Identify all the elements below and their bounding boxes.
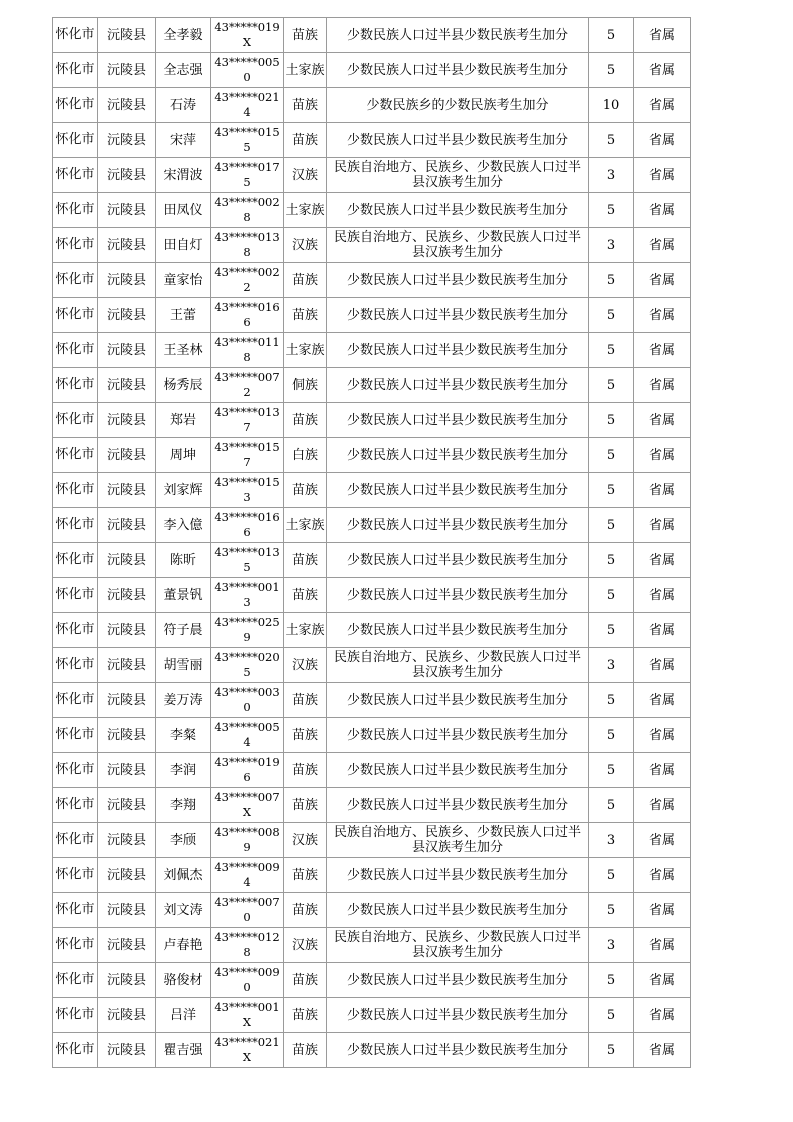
level-cell: 省属 bbox=[634, 158, 691, 193]
bonus-reason-cell: 少数民族人口过半县少数民族考生加分 bbox=[327, 298, 589, 333]
county-cell: 沅陵县 bbox=[98, 613, 156, 648]
name-cell: 刘家辉 bbox=[156, 473, 211, 508]
bonus-reason-cell: 少数民族人口过半县少数民族考生加分 bbox=[327, 858, 589, 893]
bonus-reason-cell: 少数民族人口过半县少数民族考生加分 bbox=[327, 53, 589, 88]
county-cell: 沅陵县 bbox=[98, 648, 156, 683]
table-row bbox=[53, 228, 691, 263]
bonus-reason-cell: 民族自治地方、民族乡、少数民族人口过半县汉族考生加分 bbox=[327, 928, 589, 963]
county-cell: 沅陵县 bbox=[98, 53, 156, 88]
city-cell: 怀化市 bbox=[53, 368, 98, 403]
bonus-reason-cell: 少数民族人口过半县少数民族考生加分 bbox=[327, 473, 589, 508]
name-cell: 瞿吉强 bbox=[156, 1033, 211, 1068]
bonus-reason-cell: 少数民族人口过半县少数民族考生加分 bbox=[327, 578, 589, 613]
county-cell: 沅陵县 bbox=[98, 543, 156, 578]
name-cell: 胡雪丽 bbox=[156, 648, 211, 683]
bonus-points-cell: 5 bbox=[589, 893, 634, 928]
bonus-points-cell: 5 bbox=[589, 963, 634, 998]
level-cell: 省属 bbox=[634, 998, 691, 1033]
bonus-points-cell: 5 bbox=[589, 683, 634, 718]
ethnicity-cell: 苗族 bbox=[284, 683, 327, 718]
bonus-reason-cell: 少数民族人口过半县少数民族考生加分 bbox=[327, 963, 589, 998]
county-cell: 沅陵县 bbox=[98, 333, 156, 368]
table-row bbox=[53, 263, 691, 298]
level-cell: 省属 bbox=[634, 438, 691, 473]
name-cell: 宋萍 bbox=[156, 123, 211, 158]
bonus-reason-cell: 少数民族乡的少数民族考生加分 bbox=[327, 88, 589, 123]
name-cell: 董景钒 bbox=[156, 578, 211, 613]
table-row bbox=[53, 998, 691, 1033]
bonus-reason-cell: 少数民族人口过半县少数民族考生加分 bbox=[327, 543, 589, 578]
county-cell: 沅陵县 bbox=[98, 263, 156, 298]
county-cell: 沅陵县 bbox=[98, 158, 156, 193]
bonus-reason-cell: 少数民族人口过半县少数民族考生加分 bbox=[327, 753, 589, 788]
city-cell: 怀化市 bbox=[53, 158, 98, 193]
county-cell: 沅陵县 bbox=[98, 753, 156, 788]
name-cell: 杨秀辰 bbox=[156, 368, 211, 403]
table-body bbox=[53, 18, 691, 1068]
name-cell: 田自灯 bbox=[156, 228, 211, 263]
table-row bbox=[53, 508, 691, 543]
table-row bbox=[53, 823, 691, 858]
ethnicity-cell: 苗族 bbox=[284, 893, 327, 928]
city-cell: 怀化市 bbox=[53, 508, 98, 543]
county-cell: 沅陵县 bbox=[98, 368, 156, 403]
bonus-reason-cell: 少数民族人口过半县少数民族考生加分 bbox=[327, 508, 589, 543]
name-cell: 宋渭波 bbox=[156, 158, 211, 193]
ethnicity-cell: 土家族 bbox=[284, 333, 327, 368]
id-number-cell: 43*****0155 bbox=[211, 123, 284, 158]
level-cell: 省属 bbox=[634, 963, 691, 998]
county-cell: 沅陵县 bbox=[98, 578, 156, 613]
bonus-points-cell: 3 bbox=[589, 648, 634, 683]
level-cell: 省属 bbox=[634, 403, 691, 438]
level-cell: 省属 bbox=[634, 53, 691, 88]
county-cell: 沅陵县 bbox=[98, 193, 156, 228]
level-cell: 省属 bbox=[634, 753, 691, 788]
bonus-points-cell: 10 bbox=[589, 88, 634, 123]
table-row bbox=[53, 333, 691, 368]
bonus-reason-cell: 少数民族人口过半县少数民族考生加分 bbox=[327, 438, 589, 473]
id-number-cell: 43*****0013 bbox=[211, 578, 284, 613]
table-row bbox=[53, 753, 691, 788]
name-cell: 吕洋 bbox=[156, 998, 211, 1033]
id-number-cell: 43*****0070 bbox=[211, 893, 284, 928]
ethnicity-cell: 苗族 bbox=[284, 753, 327, 788]
bonus-points-cell: 5 bbox=[589, 298, 634, 333]
table-row bbox=[53, 858, 691, 893]
id-number-cell: 43*****0094 bbox=[211, 858, 284, 893]
table-row bbox=[53, 88, 691, 123]
name-cell: 符子晨 bbox=[156, 613, 211, 648]
table-row bbox=[53, 683, 691, 718]
city-cell: 怀化市 bbox=[53, 928, 98, 963]
city-cell: 怀化市 bbox=[53, 683, 98, 718]
id-number-cell: 43*****0175 bbox=[211, 158, 284, 193]
name-cell: 王蕾 bbox=[156, 298, 211, 333]
ethnicity-cell: 苗族 bbox=[284, 298, 327, 333]
level-cell: 省属 bbox=[634, 18, 691, 53]
bonus-reason-cell: 少数民族人口过半县少数民族考生加分 bbox=[327, 123, 589, 158]
bonus-points-cell: 5 bbox=[589, 508, 634, 543]
bonus-reason-cell: 民族自治地方、民族乡、少数民族人口过半县汉族考生加分 bbox=[327, 158, 589, 193]
level-cell: 省属 bbox=[634, 473, 691, 508]
table-row bbox=[53, 578, 691, 613]
city-cell: 怀化市 bbox=[53, 123, 98, 158]
bonus-reason-cell: 民族自治地方、民族乡、少数民族人口过半县汉族考生加分 bbox=[327, 648, 589, 683]
id-number-cell: 43*****0166 bbox=[211, 298, 284, 333]
id-number-cell: 43*****0259 bbox=[211, 613, 284, 648]
bonus-reason-cell: 民族自治地方、民族乡、少数民族人口过半县汉族考生加分 bbox=[327, 823, 589, 858]
level-cell: 省属 bbox=[634, 788, 691, 823]
bonus-reason-cell: 民族自治地方、民族乡、少数民族人口过半县汉族考生加分 bbox=[327, 228, 589, 263]
level-cell: 省属 bbox=[634, 263, 691, 298]
bonus-points-cell: 5 bbox=[589, 753, 634, 788]
table-row bbox=[53, 788, 691, 823]
id-number-cell: 43*****0196 bbox=[211, 753, 284, 788]
bonus-reason-cell: 少数民族人口过半县少数民族考生加分 bbox=[327, 1033, 589, 1068]
bonus-points-cell: 3 bbox=[589, 228, 634, 263]
name-cell: 周坤 bbox=[156, 438, 211, 473]
bonus-points-cell: 5 bbox=[589, 578, 634, 613]
city-cell: 怀化市 bbox=[53, 333, 98, 368]
name-cell: 骆俊材 bbox=[156, 963, 211, 998]
bonus-points-cell: 3 bbox=[589, 928, 634, 963]
bonus-reason-cell: 少数民族人口过半县少数民族考生加分 bbox=[327, 403, 589, 438]
city-cell: 怀化市 bbox=[53, 858, 98, 893]
level-cell: 省属 bbox=[634, 613, 691, 648]
id-number-cell: 43*****0138 bbox=[211, 228, 284, 263]
table-row bbox=[53, 403, 691, 438]
level-cell: 省属 bbox=[634, 683, 691, 718]
name-cell: 石涛 bbox=[156, 88, 211, 123]
ethnicity-cell: 苗族 bbox=[284, 473, 327, 508]
bonus-points-cell: 5 bbox=[589, 473, 634, 508]
id-number-cell: 43*****0030 bbox=[211, 683, 284, 718]
id-number-cell: 43*****0054 bbox=[211, 718, 284, 753]
name-cell: 王圣林 bbox=[156, 333, 211, 368]
level-cell: 省属 bbox=[634, 333, 691, 368]
bonus-points-cell: 5 bbox=[589, 1033, 634, 1068]
county-cell: 沅陵县 bbox=[98, 893, 156, 928]
city-cell: 怀化市 bbox=[53, 88, 98, 123]
city-cell: 怀化市 bbox=[53, 543, 98, 578]
bonus-points-cell: 5 bbox=[589, 438, 634, 473]
table-row bbox=[53, 613, 691, 648]
bonus-reason-cell: 少数民族人口过半县少数民族考生加分 bbox=[327, 683, 589, 718]
level-cell: 省属 bbox=[634, 298, 691, 333]
bonus-reason-cell: 少数民族人口过半县少数民族考生加分 bbox=[327, 893, 589, 928]
id-number-cell: 43*****019X bbox=[211, 18, 284, 53]
county-cell: 沅陵县 bbox=[98, 403, 156, 438]
county-cell: 沅陵县 bbox=[98, 228, 156, 263]
city-cell: 怀化市 bbox=[53, 438, 98, 473]
bonus-reason-cell: 少数民族人口过半县少数民族考生加分 bbox=[327, 613, 589, 648]
level-cell: 省属 bbox=[634, 648, 691, 683]
city-cell: 怀化市 bbox=[53, 963, 98, 998]
id-number-cell: 43*****0166 bbox=[211, 508, 284, 543]
table-row bbox=[53, 193, 691, 228]
county-cell: 沅陵县 bbox=[98, 858, 156, 893]
ethnicity-cell: 汉族 bbox=[284, 158, 327, 193]
id-number-cell: 43*****0028 bbox=[211, 193, 284, 228]
city-cell: 怀化市 bbox=[53, 613, 98, 648]
name-cell: 李入億 bbox=[156, 508, 211, 543]
table-row bbox=[53, 648, 691, 683]
ethnicity-cell: 白族 bbox=[284, 438, 327, 473]
level-cell: 省属 bbox=[634, 368, 691, 403]
bonus-points-cell: 5 bbox=[589, 613, 634, 648]
name-cell: 李翔 bbox=[156, 788, 211, 823]
bonus-points-cell: 5 bbox=[589, 368, 634, 403]
ethnicity-cell: 苗族 bbox=[284, 578, 327, 613]
bonus-points-table bbox=[52, 17, 691, 1068]
city-cell: 怀化市 bbox=[53, 718, 98, 753]
ethnicity-cell: 苗族 bbox=[284, 88, 327, 123]
id-number-cell: 43*****0022 bbox=[211, 263, 284, 298]
bonus-points-cell: 5 bbox=[589, 123, 634, 158]
name-cell: 刘文涛 bbox=[156, 893, 211, 928]
county-cell: 沅陵县 bbox=[98, 508, 156, 543]
county-cell: 沅陵县 bbox=[98, 823, 156, 858]
bonus-points-cell: 3 bbox=[589, 158, 634, 193]
table-row bbox=[53, 438, 691, 473]
id-number-cell: 43*****0135 bbox=[211, 543, 284, 578]
table-row bbox=[53, 123, 691, 158]
bonus-points-cell: 5 bbox=[589, 788, 634, 823]
id-number-cell: 43*****0128 bbox=[211, 928, 284, 963]
ethnicity-cell: 土家族 bbox=[284, 193, 327, 228]
ethnicity-cell: 苗族 bbox=[284, 18, 327, 53]
level-cell: 省属 bbox=[634, 858, 691, 893]
bonus-points-cell: 5 bbox=[589, 543, 634, 578]
bonus-points-cell: 3 bbox=[589, 823, 634, 858]
city-cell: 怀化市 bbox=[53, 893, 98, 928]
name-cell: 陈昕 bbox=[156, 543, 211, 578]
city-cell: 怀化市 bbox=[53, 473, 98, 508]
bonus-points-cell: 5 bbox=[589, 998, 634, 1033]
county-cell: 沅陵县 bbox=[98, 928, 156, 963]
bonus-points-cell: 5 bbox=[589, 718, 634, 753]
table-row bbox=[53, 158, 691, 193]
table-row bbox=[53, 298, 691, 333]
table-row bbox=[53, 1033, 691, 1068]
ethnicity-cell: 苗族 bbox=[284, 123, 327, 158]
bonus-reason-cell: 少数民族人口过半县少数民族考生加分 bbox=[327, 718, 589, 753]
city-cell: 怀化市 bbox=[53, 578, 98, 613]
table-row bbox=[53, 893, 691, 928]
level-cell: 省属 bbox=[634, 578, 691, 613]
name-cell: 李颀 bbox=[156, 823, 211, 858]
ethnicity-cell: 汉族 bbox=[284, 928, 327, 963]
id-number-cell: 43*****0072 bbox=[211, 368, 284, 403]
table-row bbox=[53, 928, 691, 963]
bonus-points-cell: 5 bbox=[589, 263, 634, 298]
bonus-reason-cell: 少数民族人口过半县少数民族考生加分 bbox=[327, 18, 589, 53]
county-cell: 沅陵县 bbox=[98, 683, 156, 718]
id-number-cell: 43*****0214 bbox=[211, 88, 284, 123]
city-cell: 怀化市 bbox=[53, 403, 98, 438]
level-cell: 省属 bbox=[634, 193, 691, 228]
ethnicity-cell: 苗族 bbox=[284, 403, 327, 438]
level-cell: 省属 bbox=[634, 718, 691, 753]
name-cell: 姜万涛 bbox=[156, 683, 211, 718]
county-cell: 沅陵县 bbox=[98, 88, 156, 123]
id-number-cell: 43*****0205 bbox=[211, 648, 284, 683]
bonus-reason-cell: 少数民族人口过半县少数民族考生加分 bbox=[327, 193, 589, 228]
id-number-cell: 43*****0153 bbox=[211, 473, 284, 508]
ethnicity-cell: 苗族 bbox=[284, 788, 327, 823]
name-cell: 卢春艳 bbox=[156, 928, 211, 963]
table-row bbox=[53, 368, 691, 403]
table-row bbox=[53, 18, 691, 53]
county-cell: 沅陵县 bbox=[98, 18, 156, 53]
name-cell: 李润 bbox=[156, 753, 211, 788]
table-row bbox=[53, 543, 691, 578]
table-row bbox=[53, 963, 691, 998]
city-cell: 怀化市 bbox=[53, 53, 98, 88]
level-cell: 省属 bbox=[634, 508, 691, 543]
name-cell: 刘佩杰 bbox=[156, 858, 211, 893]
level-cell: 省属 bbox=[634, 893, 691, 928]
name-cell: 全志强 bbox=[156, 53, 211, 88]
county-cell: 沅陵县 bbox=[98, 438, 156, 473]
level-cell: 省属 bbox=[634, 228, 691, 263]
bonus-points-cell: 5 bbox=[589, 18, 634, 53]
level-cell: 省属 bbox=[634, 543, 691, 578]
table-row bbox=[53, 53, 691, 88]
county-cell: 沅陵县 bbox=[98, 963, 156, 998]
ethnicity-cell: 苗族 bbox=[284, 1033, 327, 1068]
bonus-reason-cell: 少数民族人口过半县少数民族考生加分 bbox=[327, 333, 589, 368]
ethnicity-cell: 土家族 bbox=[284, 53, 327, 88]
ethnicity-cell: 苗族 bbox=[284, 998, 327, 1033]
table-row bbox=[53, 473, 691, 508]
id-number-cell: 43*****001X bbox=[211, 998, 284, 1033]
county-cell: 沅陵县 bbox=[98, 998, 156, 1033]
id-number-cell: 43*****021X bbox=[211, 1033, 284, 1068]
ethnicity-cell: 苗族 bbox=[284, 963, 327, 998]
level-cell: 省属 bbox=[634, 123, 691, 158]
city-cell: 怀化市 bbox=[53, 228, 98, 263]
bonus-points-cell: 5 bbox=[589, 53, 634, 88]
city-cell: 怀化市 bbox=[53, 193, 98, 228]
ethnicity-cell: 土家族 bbox=[284, 508, 327, 543]
city-cell: 怀化市 bbox=[53, 788, 98, 823]
name-cell: 全孝毅 bbox=[156, 18, 211, 53]
bonus-points-cell: 5 bbox=[589, 193, 634, 228]
name-cell: 郑岩 bbox=[156, 403, 211, 438]
county-cell: 沅陵县 bbox=[98, 298, 156, 333]
bonus-points-cell: 5 bbox=[589, 333, 634, 368]
name-cell: 田凤仪 bbox=[156, 193, 211, 228]
ethnicity-cell: 土家族 bbox=[284, 613, 327, 648]
id-number-cell: 43*****0118 bbox=[211, 333, 284, 368]
county-cell: 沅陵县 bbox=[98, 788, 156, 823]
county-cell: 沅陵县 bbox=[98, 473, 156, 508]
city-cell: 怀化市 bbox=[53, 298, 98, 333]
name-cell: 李粲 bbox=[156, 718, 211, 753]
county-cell: 沅陵县 bbox=[98, 123, 156, 158]
ethnicity-cell: 苗族 bbox=[284, 858, 327, 893]
city-cell: 怀化市 bbox=[53, 998, 98, 1033]
id-number-cell: 43*****0157 bbox=[211, 438, 284, 473]
id-number-cell: 43*****0090 bbox=[211, 963, 284, 998]
level-cell: 省属 bbox=[634, 1033, 691, 1068]
bonus-points-cell: 5 bbox=[589, 858, 634, 893]
id-number-cell: 43*****007X bbox=[211, 788, 284, 823]
city-cell: 怀化市 bbox=[53, 823, 98, 858]
ethnicity-cell: 侗族 bbox=[284, 368, 327, 403]
city-cell: 怀化市 bbox=[53, 648, 98, 683]
bonus-reason-cell: 少数民族人口过半县少数民族考生加分 bbox=[327, 998, 589, 1033]
county-cell: 沅陵县 bbox=[98, 718, 156, 753]
city-cell: 怀化市 bbox=[53, 18, 98, 53]
city-cell: 怀化市 bbox=[53, 263, 98, 298]
id-number-cell: 43*****0050 bbox=[211, 53, 284, 88]
level-cell: 省属 bbox=[634, 823, 691, 858]
bonus-reason-cell: 少数民族人口过半县少数民族考生加分 bbox=[327, 788, 589, 823]
bonus-reason-cell: 少数民族人口过半县少数民族考生加分 bbox=[327, 368, 589, 403]
level-cell: 省属 bbox=[634, 88, 691, 123]
ethnicity-cell: 苗族 bbox=[284, 543, 327, 578]
ethnicity-cell: 汉族 bbox=[284, 228, 327, 263]
county-cell: 沅陵县 bbox=[98, 1033, 156, 1068]
city-cell: 怀化市 bbox=[53, 753, 98, 788]
table-row bbox=[53, 718, 691, 753]
bonus-reason-cell: 少数民族人口过半县少数民族考生加分 bbox=[327, 263, 589, 298]
id-number-cell: 43*****0089 bbox=[211, 823, 284, 858]
city-cell: 怀化市 bbox=[53, 1033, 98, 1068]
level-cell: 省属 bbox=[634, 928, 691, 963]
ethnicity-cell: 苗族 bbox=[284, 263, 327, 298]
id-number-cell: 43*****0137 bbox=[211, 403, 284, 438]
ethnicity-cell: 汉族 bbox=[284, 648, 327, 683]
ethnicity-cell: 汉族 bbox=[284, 823, 327, 858]
bonus-points-cell: 5 bbox=[589, 403, 634, 438]
name-cell: 童家怡 bbox=[156, 263, 211, 298]
ethnicity-cell: 苗族 bbox=[284, 718, 327, 753]
